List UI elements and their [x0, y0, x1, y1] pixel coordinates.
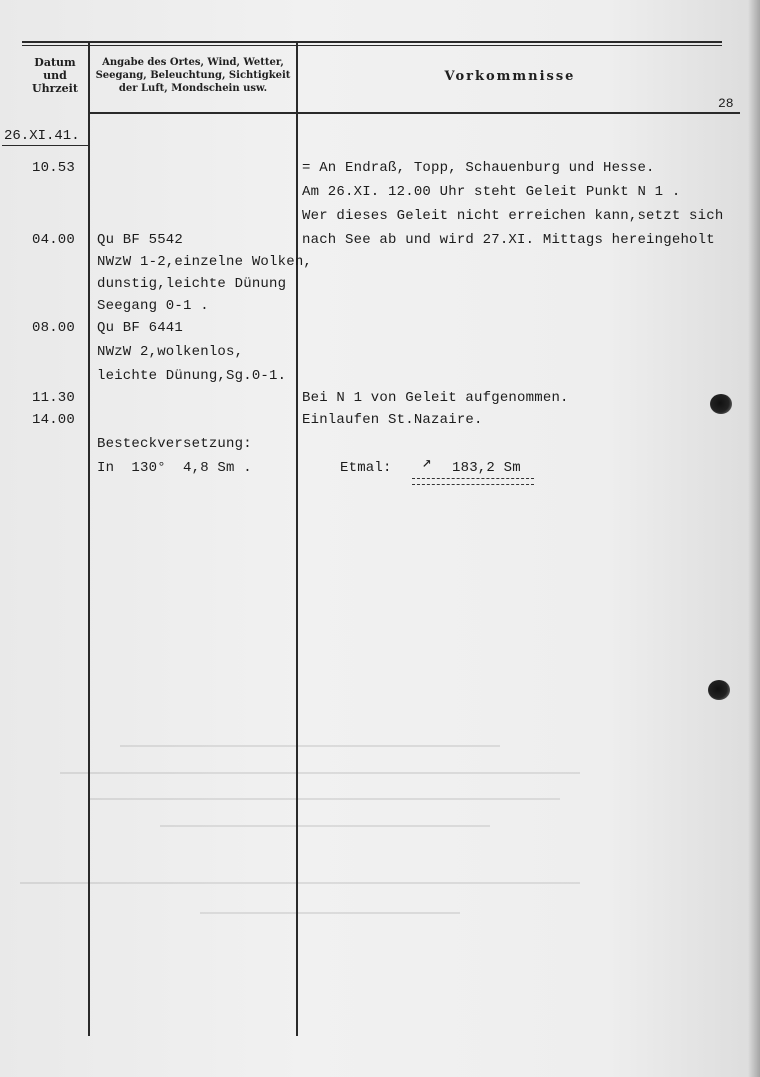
location-line: Qu BF 6441: [97, 320, 184, 336]
page-edge-shadow: [748, 0, 760, 1077]
header-events: Vorkommnisse: [444, 69, 576, 84]
time-entry: 04.00: [32, 232, 76, 248]
time-entry: 08.00: [32, 320, 76, 336]
column-divider-1: [88, 41, 90, 1036]
dead-reckoning-label: Besteckversetzung:: [97, 436, 252, 452]
column-divider-2: [296, 41, 298, 1036]
log-date: 26.XI.41.: [4, 128, 80, 144]
bleed-through: [160, 825, 490, 827]
event-line: Wer dieses Geleit nicht erreichen kann,setzt sich: [302, 208, 724, 224]
location-line: Qu BF 5542: [97, 232, 184, 248]
weather-line: leichte Dünung,Sg.0-1.: [97, 368, 287, 384]
weather-line: NWzW 1-2,einzelne Wolken,: [97, 254, 313, 270]
header-location-weather: Angabe des Ortes, Wind, Wetter, Seegang, Beleuchtung, Sichtigkeit der Luft, Mondschein usw.: [95, 57, 291, 94]
etmal-value: 183,2 Sm: [452, 460, 521, 476]
event-line: Bei N 1 von Geleit aufgenommen.: [302, 390, 569, 406]
date-underline: [2, 145, 88, 146]
bleed-through: [20, 882, 580, 884]
weather-line: Seegang 0-1 .: [97, 298, 209, 314]
handwritten-arrow-icon: ↗: [422, 454, 432, 472]
header-bottom-rule: [88, 112, 740, 114]
event-line: = An Endraß, Topp, Schauenburg und Hesse.: [302, 160, 655, 176]
bleed-through: [120, 745, 500, 747]
page-number: 28: [718, 96, 734, 111]
event-line: Am 26.XI. 12.00 Uhr steht Geleit Punkt N 1 .: [302, 184, 681, 200]
header-date-time: Datum und Uhrzeit: [32, 56, 78, 95]
time-entry: 10.53: [32, 160, 76, 176]
table-top-rule-2: [22, 45, 722, 46]
etmal-label: Etmal:: [340, 460, 392, 476]
etmal-double-underline: [412, 478, 534, 485]
punch-hole: [710, 394, 732, 414]
weather-line: dunstig,leichte Dünung: [97, 276, 287, 292]
bleed-through: [90, 798, 560, 800]
event-line: Einlaufen St.Nazaire.: [302, 412, 483, 428]
punch-hole: [708, 680, 730, 700]
dead-reckoning-value: In 130° 4,8 Sm .: [97, 460, 252, 476]
bleed-through: [200, 912, 460, 914]
weather-line: NWzW 2,wolkenlos,: [97, 344, 244, 360]
bleed-through: [60, 772, 580, 774]
table-top-rule: [22, 41, 722, 43]
time-entry: 14.00: [32, 412, 76, 428]
event-line: nach See ab und wird 27.XI. Mittags hereingeholt: [302, 232, 715, 248]
time-entry: 11.30: [32, 390, 76, 406]
